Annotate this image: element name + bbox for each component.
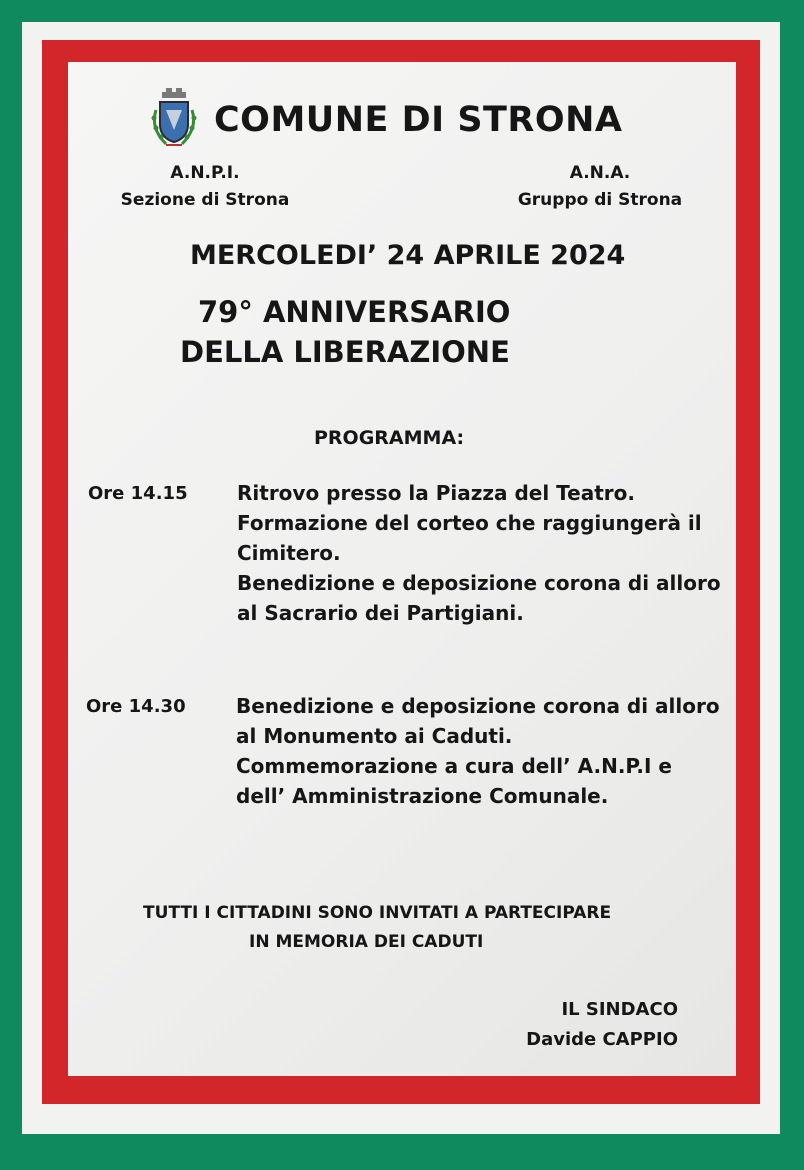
programme-line: al Sacrario dei Partigiani.	[237, 601, 524, 625]
event-date: MERCOLEDI’ 24 APRILE 2024	[190, 240, 626, 271]
anpi-association	[110, 160, 300, 214]
programme-line: dell’ Amministrazione Comunale.	[236, 784, 609, 808]
anpi-section: Sezione di Strona	[120, 190, 290, 210]
invitation-line-1: TUTTI I CITTADINI SONO INVITATI A PARTECIPARE	[143, 903, 612, 923]
programme-line: Commemorazione a cura dell’ A.N.P.I e	[236, 754, 672, 778]
event-title	[180, 292, 510, 372]
mayor-signature	[470, 995, 678, 1055]
programme-description-1	[237, 478, 721, 628]
ana-association	[500, 160, 700, 214]
programme-time-2: Ore 14.30	[86, 696, 186, 717]
event-title-line1: 79° ANNIVERSARIO	[198, 295, 511, 329]
anpi-name: A.N.P.I.	[170, 163, 240, 183]
event-title-line2: DELLA LIBERAZIONE	[180, 335, 510, 369]
municipality-title: COMUNE DI STRONA	[214, 100, 623, 140]
programme-description-2	[236, 691, 720, 811]
invitation-line-2: IN MEMORIA DEI CADUTI	[249, 932, 484, 952]
programme-line: Formazione del corteo che raggiungerà il	[237, 511, 702, 535]
coat-of-arms-icon	[146, 86, 202, 150]
programme-line: Cimitero.	[237, 541, 341, 565]
programme-line: Benedizione e deposizione corona di alloro	[236, 694, 720, 718]
mayor-role: IL SINDACO	[561, 999, 678, 1020]
programme-line: al Monumento ai Caduti.	[236, 724, 513, 748]
programme-line: Benedizione e deposizione corona di alloro	[237, 571, 721, 595]
mayor-name: Davide CAPPIO	[526, 1029, 678, 1050]
programme-time-1: Ore 14.15	[88, 483, 188, 504]
programme-line: Ritrovo presso la Piazza del Teatro.	[237, 481, 635, 505]
ana-name: A.N.A.	[569, 163, 631, 183]
ana-section: Gruppo di Strona	[517, 190, 683, 210]
programme-heading: PROGRAMMA:	[314, 427, 465, 449]
